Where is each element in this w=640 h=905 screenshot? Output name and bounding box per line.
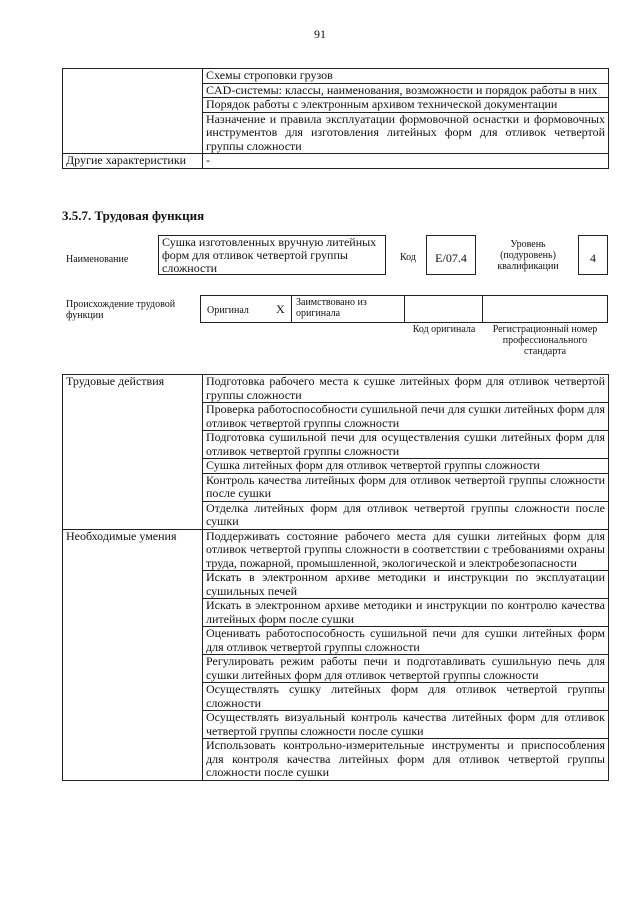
knowledge-label-cell bbox=[63, 69, 203, 154]
page-number: 91 bbox=[314, 27, 326, 41]
code-label: Код bbox=[400, 252, 416, 263]
function-code: Е/07.4 bbox=[426, 235, 476, 275]
action-item: Подготовка рабочего места к сушке литейных форм для отливок четвертой группы сложности bbox=[203, 375, 609, 403]
origin-label: Происхождение трудовой функции bbox=[66, 299, 176, 321]
level-value: 4 bbox=[578, 235, 608, 275]
actions-label: Трудовые действия bbox=[63, 375, 203, 530]
other-characteristics-label: Другие характеристики bbox=[63, 154, 203, 169]
origin-original-label: Оригинал bbox=[207, 305, 249, 316]
skill-item: Использовать контрольно-измерительные инструменты и приспособления для контроля качества литейных форм для отливок четвертой группы сложности после сушки bbox=[203, 739, 609, 781]
knowledge-item: Схемы строповки грузов bbox=[203, 69, 609, 84]
action-item: Контроль качества литейных форм для отливок четвертой группы сложности после сушки bbox=[203, 473, 609, 501]
function-name: Сушка изготовленных вручную литейных форм для отливок четвертой группы сложности bbox=[158, 235, 386, 275]
skill-item: Регулировать режим работы печи и подготавливать сушильную печь для сушки литейных форм для отливок четвертой группы сложности bbox=[203, 655, 609, 683]
action-item: Отделка литейных форм для отливок четвертой группы сложности после сушки bbox=[203, 501, 609, 529]
skill-item: Осуществлять сушку литейных форм для отливок четвертой группы сложности bbox=[203, 683, 609, 711]
origin-mark: X bbox=[276, 302, 285, 316]
code-original-label: Код оригинала bbox=[412, 324, 476, 335]
other-characteristics-value: - bbox=[203, 154, 609, 169]
origin-borrowed-label: Заимствовано из оригинала bbox=[296, 297, 367, 319]
action-item: Подготовка сушильной печи для осуществления сушки литейных форм для отливок четвертой группы сложности bbox=[203, 431, 609, 459]
skills-label: Необходимые умения bbox=[63, 529, 203, 780]
action-item: Проверка работоспособности сушильной печи для сушки литейных форм для отливок четвертой группы сложности bbox=[203, 403, 609, 431]
knowledge-table bbox=[62, 68, 609, 169]
knowledge-item: CAD-системы: классы, наименования, возможности и порядок работы в них bbox=[203, 83, 609, 98]
labor-function-table bbox=[62, 374, 609, 781]
reg-number-label: Регистрационный номер профессионального стандарта bbox=[492, 324, 598, 357]
skill-item: Поддерживать состояние рабочего места для сушки литейных форм для отливок четвертой группы сложности в соответствии с требованиями охраны труда, пожарной, промышленной, экологической и электробезопасности bbox=[203, 529, 609, 571]
skill-item: Искать в электронном архиве методики и инструкции по эксплуатации сушильных печей bbox=[203, 571, 609, 599]
knowledge-item: Назначение и правила эксплуатации формовочной оснастки и формовочных инструментов для изготовления литейных форм для отливок четвертой группы сложности bbox=[203, 112, 609, 154]
section-title: 3.5.7. Трудовая функция bbox=[62, 208, 205, 223]
skill-item: Искать в электронном архиве методики и инструкции по контролю качества литейных форм после сушки bbox=[203, 599, 609, 627]
skill-item: Оценивать работоспособность сушильной печи для сушки литейных форм для отливок четвертой группы сложности bbox=[203, 627, 609, 655]
skill-item: Осуществлять визуальный контроль качества литейных форм для отливок четвертой группы сложности после сушки bbox=[203, 711, 609, 739]
knowledge-item: Порядок работы с электронным архивом технической документации bbox=[203, 98, 609, 113]
name-label: Наименование bbox=[66, 254, 129, 265]
level-label: Уровень (подуровень) квалификации bbox=[497, 239, 559, 272]
action-item: Сушка литейных форм для отливок четвертой группы сложности bbox=[203, 459, 609, 474]
